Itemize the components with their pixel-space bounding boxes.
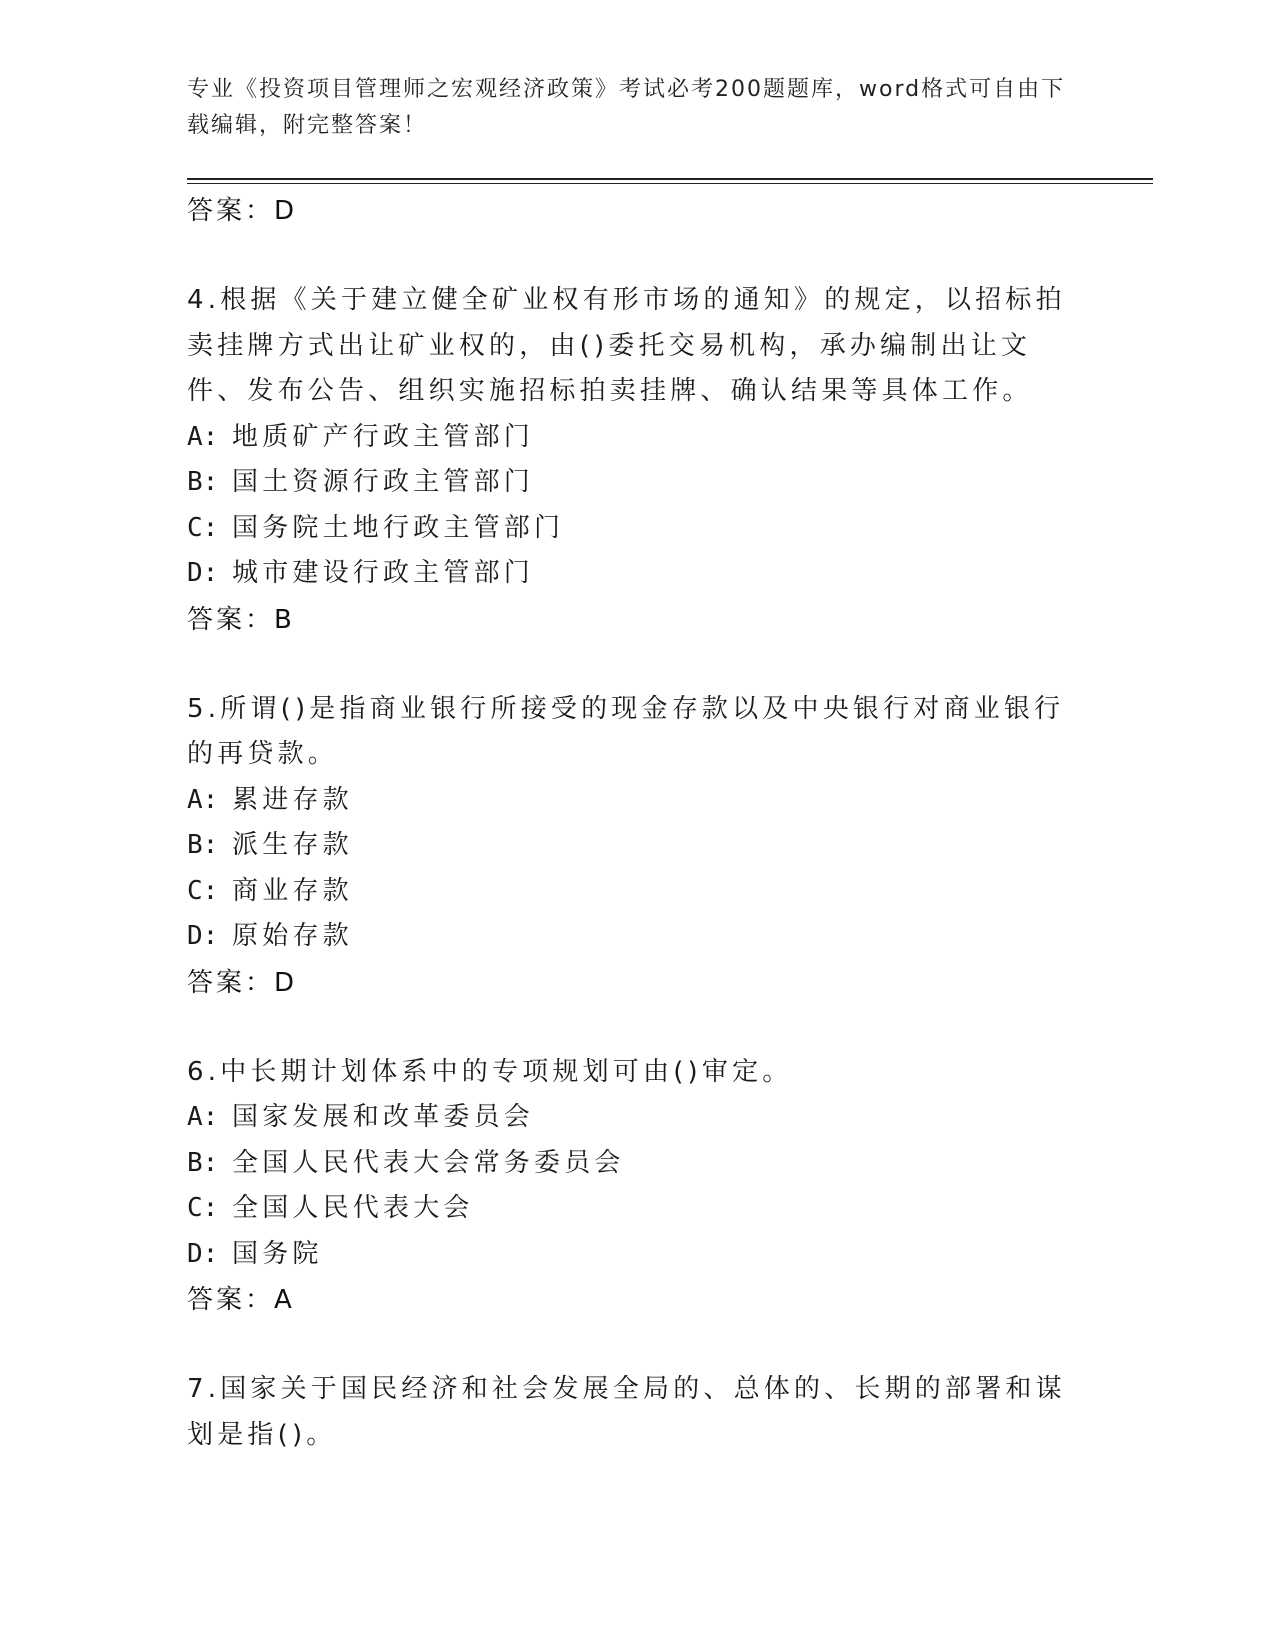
answer-label: 答案： bbox=[187, 196, 275, 226]
document-header: 专业《投资项目管理师之宏观经济政策》考试必考200题题库，word格式可自由下载编辑，附完整答案！ bbox=[187, 77, 1066, 138]
answer-value: B bbox=[274, 604, 293, 635]
option-text: 国务院 bbox=[232, 1238, 323, 1269]
header-divider-thick bbox=[187, 178, 1153, 180]
question-list bbox=[187, 188, 1067, 1458]
option-b bbox=[187, 823, 1067, 869]
option-text: 商业存款 bbox=[232, 875, 353, 906]
spacer bbox=[187, 1006, 1067, 1050]
spacer bbox=[187, 1323, 1067, 1367]
option-a bbox=[187, 415, 1067, 461]
option-d bbox=[187, 914, 1067, 960]
option-text: 全国人民代表大会 bbox=[232, 1193, 474, 1223]
option-b bbox=[187, 460, 1067, 506]
question-stem: 6.中长期计划体系中的专项规划可由()审定。 bbox=[187, 1056, 793, 1087]
option-key: B: bbox=[187, 1147, 219, 1178]
option-key: D: bbox=[187, 1238, 219, 1269]
option-text: 国家发展和改革委员会 bbox=[232, 1102, 535, 1132]
spacer bbox=[187, 643, 1067, 687]
option-text: 原始存款 bbox=[232, 921, 353, 951]
option-key: C: bbox=[187, 1193, 219, 1223]
answer-label: 答案： bbox=[187, 1285, 275, 1315]
option-text: 派生存款 bbox=[232, 830, 353, 860]
option-d bbox=[187, 1232, 1067, 1278]
option-key: A: bbox=[187, 1102, 219, 1132]
option-b bbox=[187, 1141, 1067, 1187]
option-key: C: bbox=[187, 512, 219, 543]
option-key: C: bbox=[187, 875, 219, 906]
option-d bbox=[187, 551, 1067, 597]
header-divider-thin bbox=[187, 183, 1153, 184]
question-stem: 7.国家关于国民经济和社会发展全局的、总体的、长期的部署和谋划是指()。 bbox=[187, 1374, 1066, 1450]
option-a bbox=[187, 778, 1067, 824]
answer-value: A bbox=[274, 1285, 293, 1315]
answer-label: 答案： bbox=[187, 967, 275, 998]
answer-line bbox=[187, 1277, 1067, 1323]
question-block bbox=[187, 687, 1067, 1006]
question-stem: 5.所谓()是指商业银行所接受的现金存款以及中央银行对商业银行的再贷款。 bbox=[187, 693, 1065, 769]
answer-line bbox=[187, 597, 1067, 643]
answer-line bbox=[187, 188, 1067, 234]
answer-value: D bbox=[274, 967, 296, 998]
option-a bbox=[187, 1095, 1067, 1141]
question-block bbox=[187, 1050, 1067, 1324]
option-key: B: bbox=[187, 467, 219, 497]
option-c bbox=[187, 869, 1067, 915]
option-c bbox=[187, 1186, 1067, 1232]
option-c bbox=[187, 506, 1067, 552]
option-key: D: bbox=[187, 921, 219, 951]
spacer bbox=[187, 234, 1067, 278]
option-text: 地质矿产行政主管部门 bbox=[232, 421, 535, 452]
question-stem: 4.根据《关于建立健全矿业权有形市场的通知》的规定，以招标拍卖挂牌方式出让矿业权的，由()委托交易机构，承办编制出让文件、发布公告、组织实施招标拍卖挂牌、确认结果等具体工作。 bbox=[187, 285, 1066, 406]
option-text: 国土资源行政主管部门 bbox=[232, 467, 535, 497]
option-text: 国务院土地行政主管部门 bbox=[232, 512, 565, 543]
option-text: 全国人民代表大会常务委员会 bbox=[232, 1147, 625, 1178]
question-block bbox=[187, 1367, 1067, 1458]
option-key: A: bbox=[187, 421, 219, 452]
option-key: B: bbox=[187, 830, 219, 860]
answer-label: 答案： bbox=[187, 604, 275, 635]
option-text: 累进存款 bbox=[232, 784, 353, 815]
question-block bbox=[187, 278, 1067, 643]
answer-value: D bbox=[274, 196, 296, 226]
answer-line bbox=[187, 960, 1067, 1006]
option-key: D: bbox=[187, 558, 219, 588]
option-key: A: bbox=[187, 784, 219, 815]
option-text: 城市建设行政主管部门 bbox=[232, 558, 535, 588]
